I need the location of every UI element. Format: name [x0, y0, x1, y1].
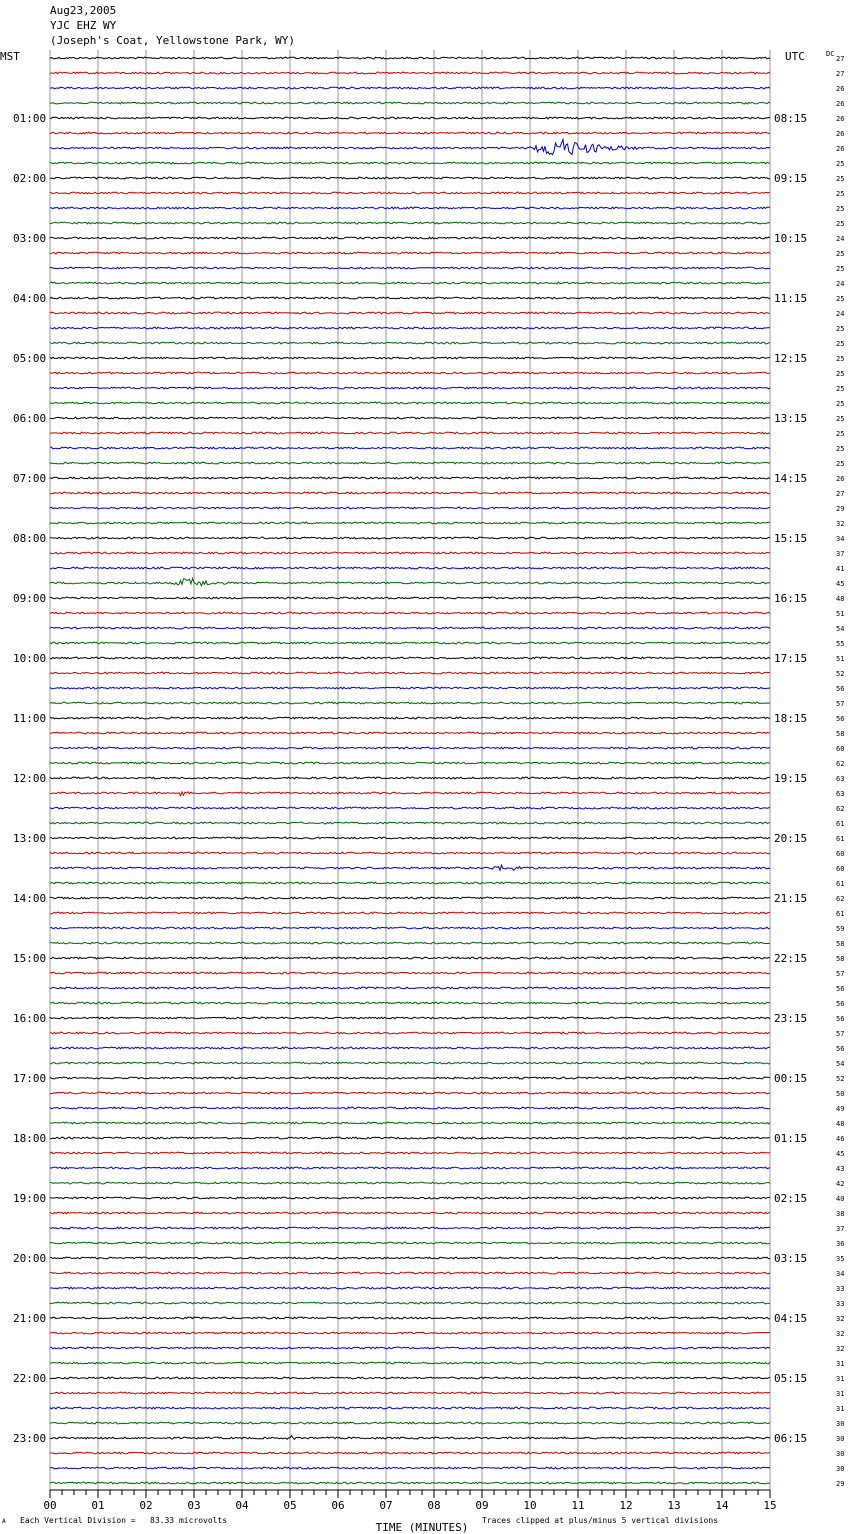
dc-offset-label: 63	[836, 790, 845, 798]
dc-offset-label: 30	[836, 1450, 845, 1458]
trace-39	[50, 642, 770, 644]
trace-87	[50, 1362, 770, 1364]
dc-offset-label: 60	[836, 865, 845, 873]
dc-header-label: DC	[826, 50, 835, 58]
trace-7	[50, 162, 770, 164]
dc-offset-label: 56	[836, 715, 845, 723]
dc-offset-label: 36	[836, 1240, 845, 1248]
utc-hour-label: 03:15	[774, 1252, 808, 1265]
dc-offset-label: 25	[836, 340, 845, 348]
dc-offset-label: 25	[836, 220, 845, 228]
dc-offset-label: 26	[836, 475, 845, 483]
trace-25	[50, 432, 770, 434]
trace-48	[50, 777, 770, 779]
trace-86	[50, 1347, 770, 1349]
utc-hour-label: 18:15	[774, 712, 808, 725]
trace-65	[50, 1032, 770, 1034]
dc-offset-label: 46	[836, 1135, 845, 1143]
trace-63	[50, 1002, 770, 1004]
trace-79	[50, 1242, 770, 1244]
x-tick-label: 11	[571, 1499, 585, 1512]
dc-offset-label: 56	[836, 985, 845, 993]
mst-hour-label: 04:00	[13, 292, 47, 305]
dc-offset-label: 32	[836, 1330, 845, 1338]
utc-hour-label: 23:15	[774, 1012, 808, 1025]
header-date: Aug23,2005	[50, 4, 117, 17]
mst-hour-label: 18:00	[13, 1132, 47, 1145]
utc-hour-label: 17:15	[774, 652, 808, 665]
dc-offset-label: 56	[836, 1045, 845, 1053]
trace-11	[50, 222, 770, 224]
utc-hour-label: 05:15	[774, 1372, 808, 1385]
trace-17	[50, 312, 770, 314]
utc-hour-label: 09:15	[774, 172, 808, 185]
dc-offset-label: 31	[836, 1360, 845, 1368]
trace-68	[50, 1077, 770, 1079]
trace-72	[50, 1137, 770, 1139]
mst-hour-label: 09:00	[13, 592, 47, 605]
trace-49	[50, 792, 770, 796]
utc-hour-label: 00:15	[774, 1072, 808, 1085]
x-tick-label: 08	[427, 1499, 441, 1512]
dc-offset-label: 27	[836, 55, 845, 63]
trace-9	[50, 192, 770, 194]
trace-8	[50, 177, 770, 179]
mst-hour-label: 20:00	[13, 1252, 47, 1265]
trace-58	[50, 927, 770, 929]
header-location: (Joseph's Coat, Yellowstone Park, WY)	[50, 34, 296, 47]
mst-hour-label: 11:00	[13, 712, 47, 725]
trace-89	[50, 1392, 770, 1394]
x-tick-label: 12	[619, 1499, 633, 1512]
dc-offset-label: 61	[836, 820, 845, 828]
trace-95	[50, 1482, 770, 1484]
trace-53	[50, 852, 770, 854]
dc-offset-label: 25	[836, 190, 845, 198]
mst-hour-label: 17:00	[13, 1072, 47, 1085]
trace-78	[50, 1227, 770, 1229]
dc-offset-label: 54	[836, 1060, 845, 1068]
dc-offset-label: 45	[836, 580, 845, 588]
trace-21	[50, 372, 770, 374]
mst-hour-label: 16:00	[13, 1012, 47, 1025]
dc-offset-label: 61	[836, 880, 845, 888]
dc-offset-label: 26	[836, 85, 845, 93]
trace-38	[50, 627, 770, 629]
dc-offset-label: 63	[836, 775, 845, 783]
trace-94	[50, 1467, 770, 1469]
x-tick-label: 04	[235, 1499, 249, 1512]
trace-35	[50, 578, 770, 585]
utc-hour-label: 14:15	[774, 472, 808, 485]
trace-67	[50, 1062, 770, 1064]
trace-20	[50, 357, 770, 359]
dc-offset-label: 51	[836, 610, 845, 618]
dc-offset-label: 30	[836, 1435, 845, 1443]
utc-hour-label: 04:15	[774, 1312, 808, 1325]
dc-offset-label: 56	[836, 1000, 845, 1008]
trace-88	[50, 1377, 770, 1379]
dc-offset-label: 55	[836, 640, 845, 648]
dc-offset-label: 58	[836, 940, 845, 948]
dc-offset-label: 25	[836, 295, 845, 303]
x-axis	[43, 1490, 776, 1534]
utc-hour-label: 02:15	[774, 1192, 808, 1205]
dc-offset-label: 58	[836, 955, 845, 963]
trace-77	[50, 1212, 770, 1214]
dc-offset-label: 60	[836, 745, 845, 753]
x-tick-label: 09	[475, 1499, 489, 1512]
trace-37	[50, 612, 770, 614]
dc-offset-label: 33	[836, 1300, 845, 1308]
time-grid	[50, 50, 770, 1490]
trace-5	[50, 132, 770, 134]
dc-offset-label: 24	[836, 310, 845, 318]
dc-offset-label: 62	[836, 895, 845, 903]
dc-offset-label: 61	[836, 835, 845, 843]
trace-26	[50, 447, 770, 449]
trace-64	[50, 1017, 770, 1019]
mst-hour-label: 03:00	[13, 232, 47, 245]
mst-hour-label: 10:00	[13, 652, 47, 665]
dc-offset-label: 59	[836, 925, 845, 933]
utc-hour-label: 11:15	[774, 292, 808, 305]
trace-3	[50, 102, 770, 104]
dc-offset-label: 25	[836, 355, 845, 363]
dc-offset-label: 31	[836, 1405, 845, 1413]
dc-offset-label: 31	[836, 1390, 845, 1398]
x-tick-label: 13	[667, 1499, 681, 1512]
trace-85	[50, 1332, 770, 1334]
dc-offset-label: 30	[836, 1420, 845, 1428]
x-tick-label: 03	[187, 1499, 201, 1512]
dc-offset-label: 43	[836, 1165, 845, 1173]
trace-62	[50, 987, 770, 989]
dc-offset-label: 57	[836, 700, 845, 708]
trace-16	[50, 297, 770, 299]
dc-offset-label: 62	[836, 805, 845, 813]
mst-hour-label: 14:00	[13, 892, 47, 905]
mst-hour-label: 23:00	[13, 1432, 47, 1445]
dc-offset-label: 30	[836, 1465, 845, 1473]
trace-75	[50, 1182, 770, 1184]
utc-hour-label: 20:15	[774, 832, 808, 845]
trace-69	[50, 1092, 770, 1094]
utc-hour-label: 01:15	[774, 1132, 808, 1145]
seismic-traces	[50, 57, 770, 1484]
dc-offset-label: 56	[836, 685, 845, 693]
trace-31	[50, 522, 770, 524]
utc-hour-label: 08:15	[774, 112, 808, 125]
mst-hour-label: 22:00	[13, 1372, 47, 1385]
dc-offset-label: 29	[836, 505, 845, 513]
trace-18	[50, 327, 770, 329]
utc-hour-label: 16:15	[774, 592, 808, 605]
mst-hour-label: 05:00	[13, 352, 47, 365]
utc-hour-label: 10:15	[774, 232, 808, 245]
trace-91	[50, 1422, 770, 1424]
dc-offset-label: 60	[836, 850, 845, 858]
dc-offset-label: 50	[836, 1090, 845, 1098]
mst-hour-label: 08:00	[13, 532, 47, 545]
trace-73	[50, 1152, 770, 1154]
dc-offset-label: 52	[836, 1075, 845, 1083]
dc-offset-label: 26	[836, 115, 845, 123]
trace-56	[50, 897, 770, 899]
dc-offset-label: 25	[836, 265, 845, 273]
trace-54	[50, 865, 770, 870]
trace-40	[50, 657, 770, 659]
trace-93	[50, 1452, 770, 1454]
dc-offset-label: 32	[836, 1315, 845, 1323]
dc-offset-label: 25	[836, 370, 845, 378]
dc-offset-label: 25	[836, 400, 845, 408]
trace-44	[50, 717, 770, 719]
trace-51	[50, 822, 770, 824]
trace-10	[50, 207, 770, 209]
dc-offset-label: 26	[836, 145, 845, 153]
dc-offset-label: 56	[836, 1015, 845, 1023]
trace-82	[50, 1287, 770, 1289]
mst-hour-label: 15:00	[13, 952, 47, 965]
trace-74	[50, 1167, 770, 1169]
trace-12	[50, 237, 770, 239]
trace-45	[50, 732, 770, 734]
utc-hour-label: 13:15	[774, 412, 808, 425]
dc-offset-label: 57	[836, 1030, 845, 1038]
trace-41	[50, 672, 770, 674]
mst-hour-label: 13:00	[13, 832, 47, 845]
trace-61	[50, 972, 770, 974]
trace-80	[50, 1257, 770, 1259]
dc-offset-label: 41	[836, 565, 845, 573]
x-tick-label: 02	[139, 1499, 153, 1512]
dc-offset-label: 42	[836, 1180, 845, 1188]
utc-hour-label: 21:15	[774, 892, 808, 905]
dc-offset-label: 25	[836, 250, 845, 258]
dc-offset-label: 32	[836, 1345, 845, 1353]
trace-0	[50, 57, 770, 59]
trace-81	[50, 1272, 770, 1274]
dc-offset-label: 37	[836, 550, 845, 558]
trace-30	[50, 507, 770, 509]
utc-hour-label: 06:15	[774, 1432, 808, 1445]
x-axis-title: TIME (MINUTES)	[375, 1521, 469, 1534]
dc-offset-label: 26	[836, 100, 845, 108]
dc-offset-label: 38	[836, 1210, 845, 1218]
x-tick-label: 10	[523, 1499, 537, 1512]
dc-offset-label: 49	[836, 1105, 845, 1113]
trace-36	[50, 597, 770, 599]
utc-hour-label: 15:15	[774, 532, 808, 545]
dc-offset-label: 31	[836, 1375, 845, 1383]
x-tick-label: 01	[91, 1499, 105, 1512]
dc-offset-label: 25	[836, 205, 845, 213]
dc-offset-label: 25	[836, 445, 845, 453]
mst-hour-label: 01:00	[13, 112, 47, 125]
mst-hour-label: 21:00	[13, 1312, 47, 1325]
trace-6	[50, 139, 770, 154]
mst-hour-label: 02:00	[13, 172, 47, 185]
trace-22	[50, 387, 770, 389]
dc-offset-label: 61	[836, 910, 845, 918]
trace-76	[50, 1197, 770, 1199]
dc-offset-label: 27	[836, 490, 845, 498]
trace-29	[50, 492, 770, 494]
trace-59	[50, 942, 770, 944]
dc-offset-label: 25	[836, 385, 845, 393]
dc-offset-label: 57	[836, 970, 845, 978]
dc-offset-label: 25	[836, 160, 845, 168]
trace-57	[50, 912, 770, 914]
dc-offset-label: 25	[836, 460, 845, 468]
dc-offset-label: 25	[836, 175, 845, 183]
trace-43	[50, 702, 770, 704]
small-mark: A	[2, 1518, 6, 1525]
trace-84	[50, 1317, 770, 1319]
dc-offset-label: 24	[836, 235, 845, 243]
trace-34	[50, 567, 770, 569]
x-tick-label: 07	[379, 1499, 393, 1512]
mst-label: MST	[0, 50, 20, 63]
dc-offset-label: 25	[836, 325, 845, 333]
trace-19	[50, 342, 770, 344]
trace-13	[50, 252, 770, 254]
header-station: YJC EHZ WY	[50, 19, 117, 32]
dc-offset-label: 37	[836, 1225, 845, 1233]
trace-14	[50, 267, 770, 269]
dc-offset-label: 29	[836, 1480, 845, 1488]
dc-offset-label: 24	[836, 280, 845, 288]
x-tick-label: 06	[331, 1499, 345, 1512]
utc-hour-label: 19:15	[774, 772, 808, 785]
trace-27	[50, 462, 770, 464]
dc-offset-label: 25	[836, 430, 845, 438]
trace-46	[50, 747, 770, 749]
x-tick-label: 14	[715, 1499, 729, 1512]
trace-52	[50, 837, 770, 839]
dc-offset-label: 34	[836, 535, 845, 543]
dc-offset-label: 25	[836, 415, 845, 423]
scale-note: Each Vertical Division = 83.33 microvolts	[20, 1516, 228, 1525]
x-tick-label: 05	[283, 1499, 297, 1512]
trace-90	[50, 1407, 770, 1409]
trace-92	[50, 1436, 770, 1440]
trace-55	[50, 882, 770, 884]
trace-1	[50, 72, 770, 74]
dc-offset-label: 33	[836, 1285, 845, 1293]
x-tick-label: 00	[43, 1499, 57, 1512]
dc-offset-label: 54	[836, 625, 845, 633]
trace-23	[50, 402, 770, 404]
trace-33	[50, 552, 770, 554]
mst-hour-label: 19:00	[13, 1192, 47, 1205]
dc-offset-label: 45	[836, 1150, 845, 1158]
dc-offset-label: 34	[836, 1270, 845, 1278]
mst-hour-label: 12:00	[13, 772, 47, 785]
trace-50	[50, 807, 770, 809]
dc-offset-label: 48	[836, 1120, 845, 1128]
trace-71	[50, 1122, 770, 1124]
dc-offset-label: 40	[836, 1195, 845, 1203]
trace-66	[50, 1047, 770, 1049]
trace-60	[50, 957, 770, 959]
trace-83	[50, 1302, 770, 1304]
trace-24	[50, 417, 770, 419]
trace-15	[50, 282, 770, 284]
trace-4	[50, 117, 770, 119]
dc-offset-label: 52	[836, 670, 845, 678]
dc-offset-label: 51	[836, 655, 845, 663]
mst-hour-label: 07:00	[13, 472, 47, 485]
trace-28	[50, 477, 770, 479]
dc-offset-label: 27	[836, 70, 845, 78]
trace-70	[50, 1107, 770, 1109]
trace-2	[50, 87, 770, 89]
trace-32	[50, 537, 770, 539]
utc-hour-label: 12:15	[774, 352, 808, 365]
utc-hour-label: 22:15	[774, 952, 808, 965]
dc-offset-label: 26	[836, 130, 845, 138]
utc-label: UTC	[785, 50, 805, 63]
dc-offset-label: 35	[836, 1255, 845, 1263]
dc-offset-label: 32	[836, 520, 845, 528]
clip-note: Traces clipped at plus/minus 5 vertical divisions	[482, 1516, 719, 1525]
dc-offset-label: 58	[836, 730, 845, 738]
dc-offset-label: 48	[836, 595, 845, 603]
mst-hour-label: 06:00	[13, 412, 47, 425]
x-tick-label: 15	[763, 1499, 777, 1512]
trace-47	[50, 762, 770, 764]
trace-42	[50, 687, 770, 689]
dc-offset-label: 62	[836, 760, 845, 768]
